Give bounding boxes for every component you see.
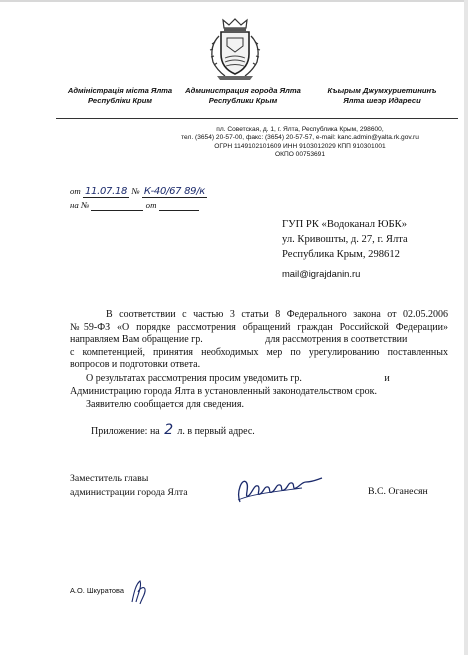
recipient-email: mail@igrajdanin.ru [282,268,361,279]
body-paragraph-2: О результатах рассмотрения просим уведомить гр. и Администрацию города Ялта в установленный законодательством срок. [70,373,390,397]
attachment-line: Приложение: на 2 л. в первый адрес. [91,422,255,438]
header-divider [56,118,458,119]
body-paragraph-3: Заявителю сообщается для сведения. [86,399,244,410]
executor-initials-signature [128,578,148,606]
header-crimean-tatar-title: Къырым Джумхуриетининъ Ялта шеэр Идареси [327,86,437,105]
attachment-count: 2 [164,422,173,438]
scan-border-top [0,0,468,2]
header-ukrainian-title: Адміністрація міста Ялта Республіки Крим [67,86,173,105]
registration-date: 11.07.18 [84,186,128,197]
reply-reference-line: на № от [70,200,199,211]
registration-number: К-40/67 89/к [143,186,206,197]
header-russian-title: Администрация города Ялта Республики Крым [185,86,301,105]
handwritten-signature [232,472,328,506]
executor-name: А.О. Шкуратова [70,586,124,595]
contact-details: пл. Советская, д. 1, г. Ялта, Республика Крым, 298600, тел. (3654) 20-57-00, факс: (3654) 20-57-57, e-mail: kanc.admin@yalta.rk.gov.ru ОГРН 1149102101609 ИНН 9103012029 КПП 910301001 ОКПО 00753691 [181,126,419,159]
coat-of-arms-icon [203,16,267,82]
scan-border-right [464,0,468,655]
signatory-position: Заместитель главы администрации города Ялта [70,473,188,498]
registration-line: от 11.07.18 № К-40/67 89/к [70,186,206,197]
body-paragraph-1: В соответствии с частью 3 статьи 8 Федерального закона от 02.05.2006 №59-ФЗ «О порядке рассмотрения обращений граждан Российской Федерации» направляем Вам обращение гр. для рассмотрения в соответствии с компетенцией, принятия необходимых мер по урегулированию поставленных вопросов и подготовки ответа. [70,309,448,371]
recipient-address: ГУП РК «Водоканал ЮБК» ул. Кривошты, д. 27, г. Ялта Республика Крым, 298612 [282,219,408,260]
signatory-name: В.С. Оганесян [368,486,428,497]
